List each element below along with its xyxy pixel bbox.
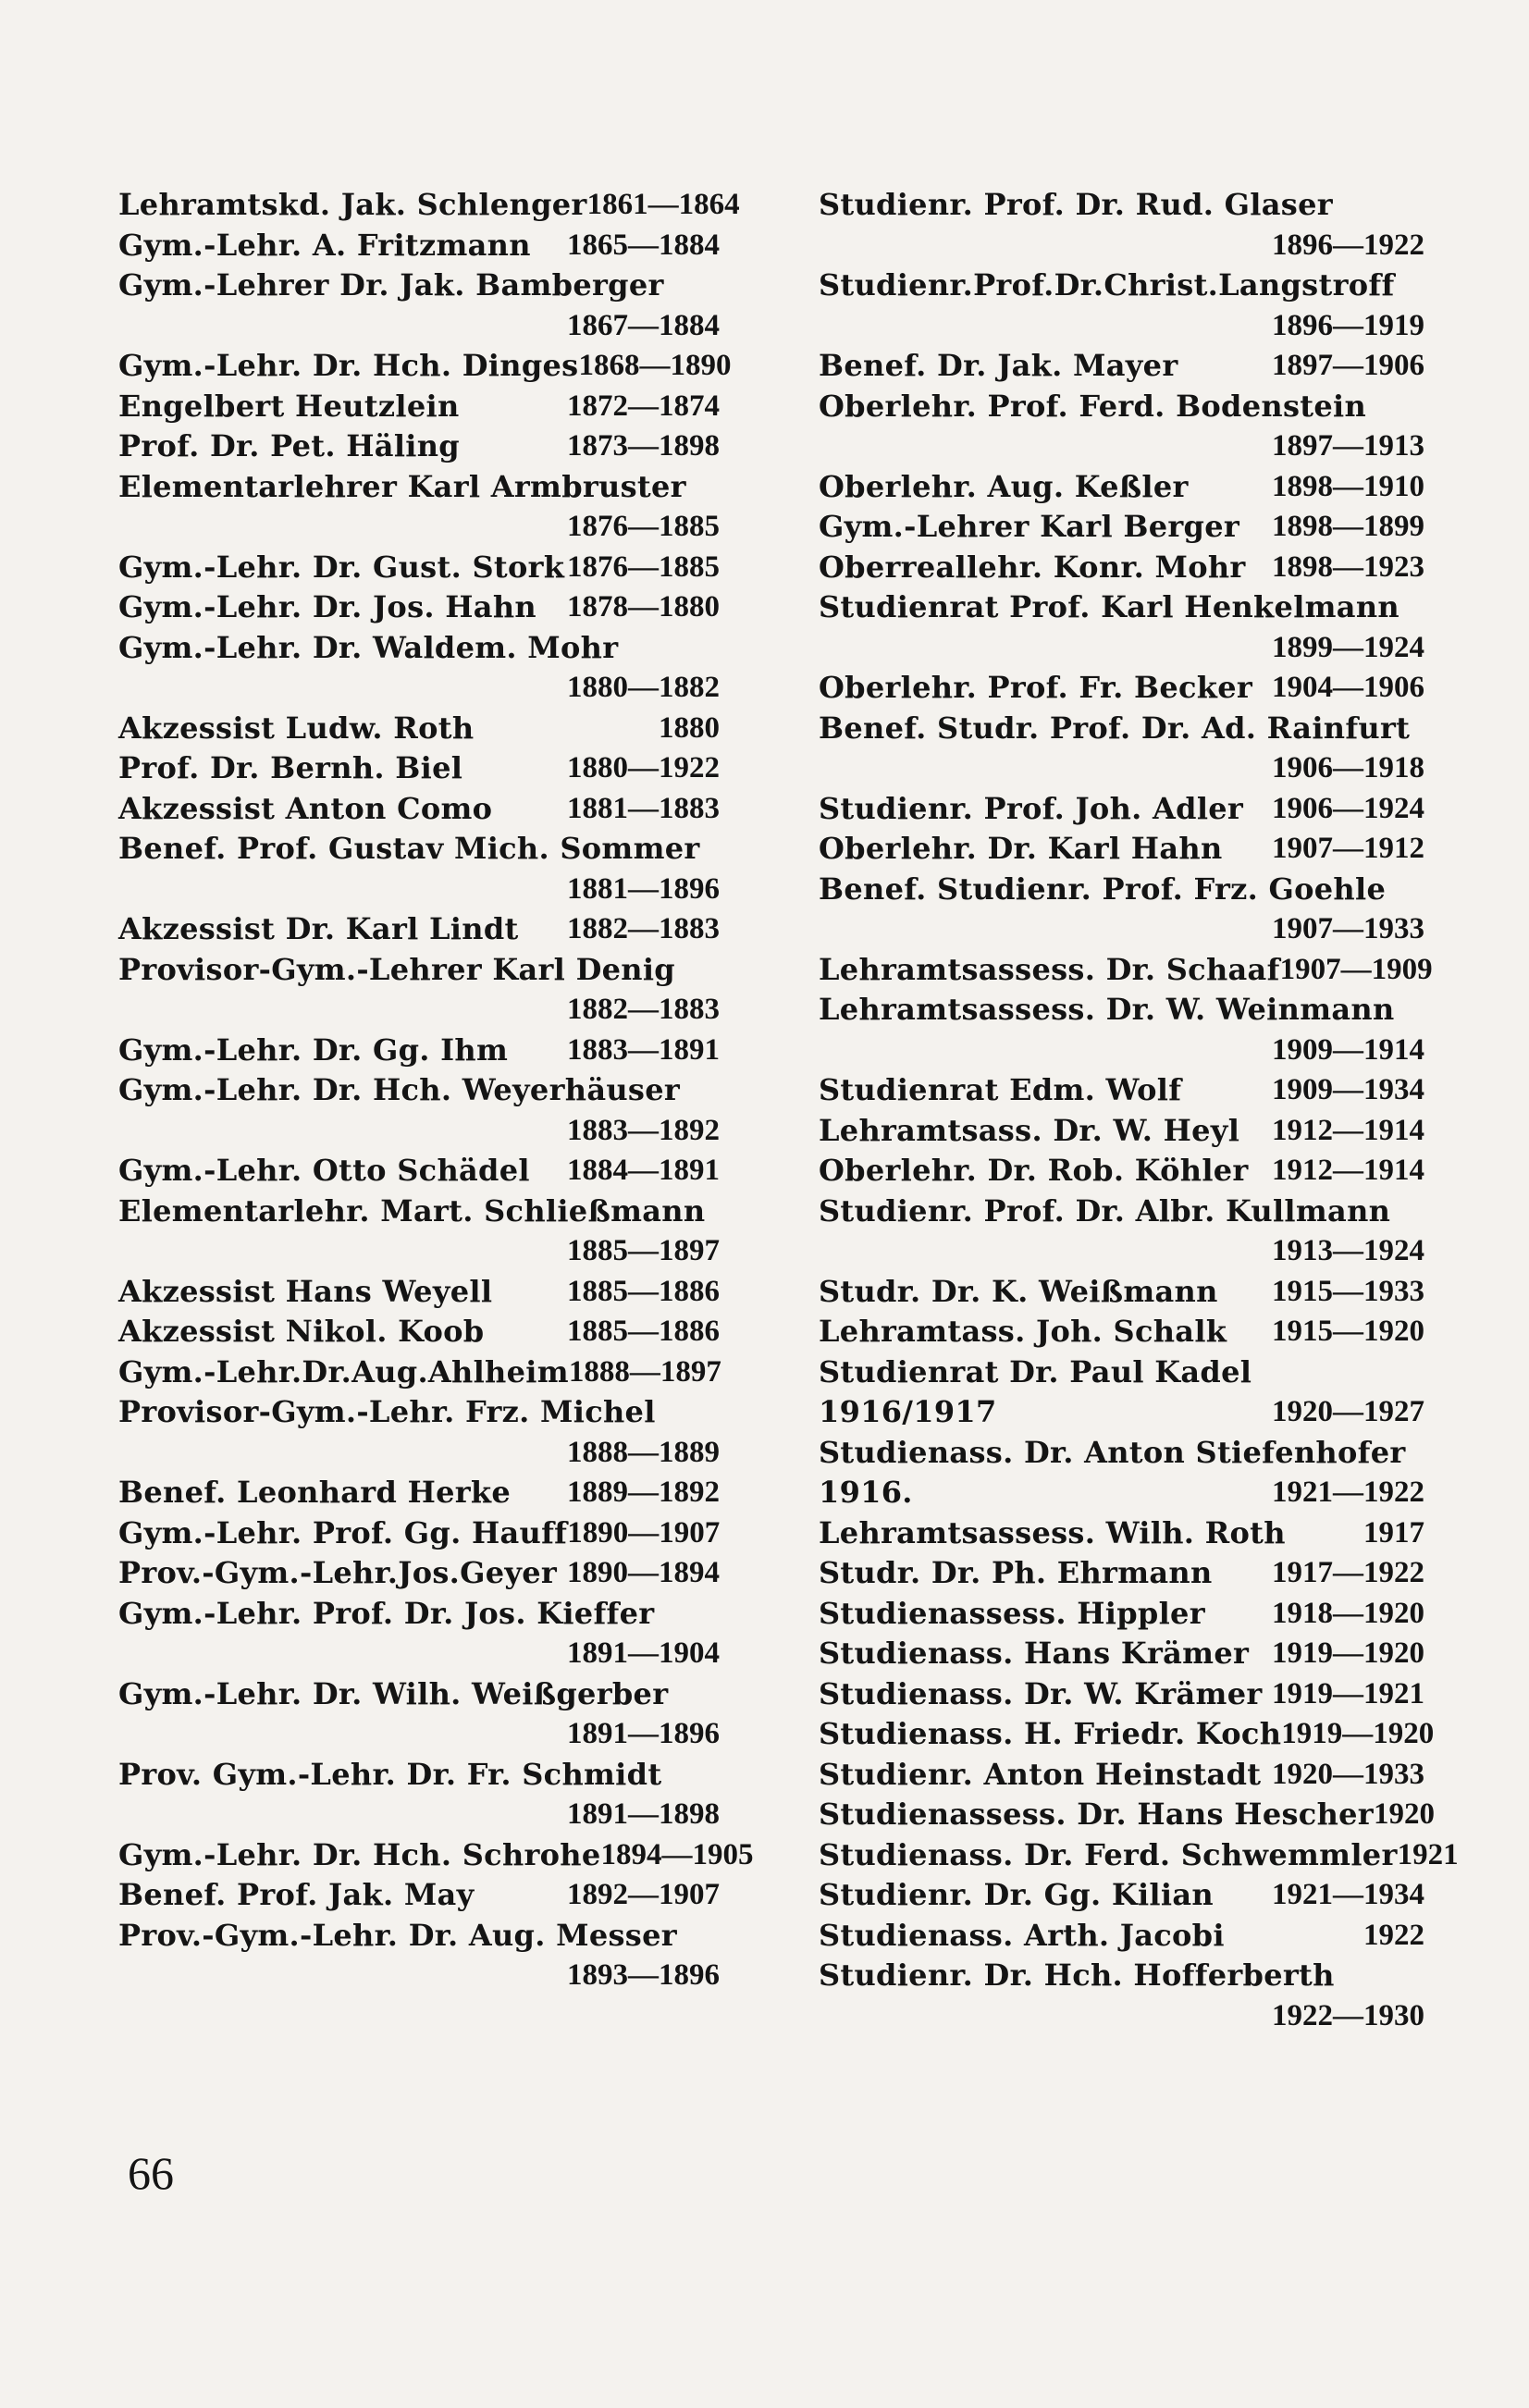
list-item [118, 668, 720, 709]
list-item [118, 265, 720, 306]
list-item [819, 1835, 1459, 1876]
list-item [118, 306, 720, 347]
entry-years: 1867—1884 [567, 308, 720, 342]
entry-name: Elementarlehrer Karl Armbruster [118, 468, 686, 504]
entry-years: 1865—1884 [567, 228, 720, 262]
entry-name: Oberlehr. Dr. Karl Hahn [819, 831, 1223, 866]
entry-years: 1907—1909 [1279, 952, 1433, 986]
entry-years: 1897—1913 [1272, 429, 1424, 463]
entry-years: 1917 [1363, 1515, 1424, 1550]
entry-name: Provisor-Gym.-Lehrer Karl Denig [118, 951, 675, 987]
entry-name: Gym.-Lehr. Dr. Jos. Hahn [118, 589, 536, 624]
entry-name: Oberreallehr. Konr. Mohr [819, 549, 1246, 585]
entry-years: 1893—1896 [567, 1958, 720, 1992]
entry-name: Gym.-Lehr.Dr.Aug.Ahlheim [118, 1353, 569, 1389]
list-item [118, 990, 720, 1031]
entry-years: 1915—1920 [1272, 1315, 1424, 1348]
entry-years: 1885—1886 [567, 1315, 720, 1348]
list-item [118, 1513, 720, 1554]
list-item [819, 1755, 1424, 1796]
list-item [819, 346, 1424, 387]
entry-name: Prov. Gym.-Lehr. Dr. Fr. Schmidt [118, 1756, 662, 1792]
entry-years: 1898—1910 [1272, 469, 1424, 503]
list-item [819, 789, 1424, 830]
entry-name: Benef. Leonhard Herke [118, 1475, 512, 1510]
entry-name: Studienrat Dr. Paul Kadel [819, 1353, 1252, 1389]
entry-years: 1885—1897 [567, 1234, 720, 1267]
list-item [118, 226, 720, 266]
entry-name: Oberlehr. Aug. Keßler [819, 468, 1189, 504]
list-item [819, 548, 1424, 588]
entry-name: Studr. Dr. Ph. Ehrmann [819, 1555, 1213, 1590]
entry-name: Studienassess. Dr. Hans Hescher [819, 1797, 1374, 1832]
list-item [819, 1031, 1424, 1071]
page-number: 66 [128, 2147, 174, 2199]
entry-name: Gym.-Lehrer Karl Berger [819, 509, 1240, 544]
list-item [118, 1031, 720, 1071]
list-item [819, 1070, 1424, 1111]
entry-name: Gym.-Lehr. Dr. Hch. Weyerhäuser [118, 1072, 681, 1107]
list-item [118, 346, 732, 387]
list-item [118, 748, 720, 789]
entry-years: 1888—1889 [567, 1435, 720, 1469]
list-item [819, 1594, 1424, 1635]
entry-name: Elementarlehr. Mart. Schließmann [118, 1192, 706, 1229]
list-item [118, 548, 720, 588]
entry-name: Oberlehr. Prof. Fr. Becker [819, 670, 1253, 705]
entry-years: 1883—1891 [567, 1032, 720, 1067]
entry-years: 1899—1924 [1272, 630, 1424, 664]
entry-name: Oberlehr. Dr. Rob. Köhler [819, 1153, 1249, 1188]
entry-name: Lehramtsassess. Wilh. Roth [819, 1514, 1286, 1550]
entry-name: Gym.-Lehr. Otto Schädel [118, 1153, 530, 1188]
entry-name: Studienr. Anton Heinstadt [819, 1756, 1262, 1792]
entry-name: Benef. Prof. Gustav Mich. Sommer [118, 831, 700, 866]
list-item [819, 668, 1424, 709]
entry-name: Prov.-Gym.-Lehr. Dr. Aug. Messer [118, 1917, 677, 1953]
list-item [819, 870, 1424, 910]
entry-name: Studienr. Prof. Dr. Albr. Kullmann [819, 1192, 1391, 1229]
entry-years: 1876—1885 [567, 510, 720, 543]
entry-name: Studienr. Prof. Dr. Rud. Glaser [819, 187, 1333, 222]
list-item [118, 709, 720, 749]
entry-name: 1916/1917 [819, 1394, 997, 1429]
entry-name: Prof. Dr. Pet. Häling [118, 428, 460, 463]
list-item [118, 426, 720, 467]
entry-years: 1906—1924 [1272, 791, 1424, 825]
entry-years: 1922 [1363, 1918, 1424, 1952]
list-item [819, 306, 1424, 347]
entry-years: 1868—1890 [578, 349, 732, 382]
list-item [819, 1795, 1435, 1835]
list-item [118, 1875, 720, 1916]
list-item [118, 587, 720, 628]
entry-years: 1917—1922 [1272, 1556, 1424, 1589]
list-item [819, 507, 1424, 548]
list-item [118, 1956, 720, 1996]
entry-name: Studienr. Dr. Gg. Kilian [819, 1877, 1214, 1912]
list-item [118, 1111, 720, 1152]
list-item [819, 226, 1424, 266]
entry-years: 1898—1923 [1272, 550, 1424, 584]
list-item [819, 1714, 1435, 1755]
list-item [118, 1916, 720, 1957]
entry-name: Benef. Studienr. Prof. Frz. Goehle [819, 871, 1387, 907]
list-item [118, 507, 720, 548]
entry-name: Gym.-Lehr. A. Fritzmann [118, 227, 531, 263]
entry-years: 1920 [1373, 1797, 1435, 1831]
list-item [118, 909, 720, 950]
list-item [118, 387, 720, 427]
list-item [118, 1433, 720, 1474]
entry-name: Benef. Studr. Prof. Dr. Ad. Rainfurt [819, 710, 1411, 746]
entry-years: 1882—1883 [567, 993, 720, 1026]
list-item [819, 1956, 1424, 1996]
list-item [118, 1674, 720, 1715]
entry-name: Studienass. Arth. Jacobi [819, 1917, 1225, 1953]
list-item [118, 1755, 720, 1796]
list-item [819, 748, 1424, 789]
entry-years: 1896—1919 [1272, 308, 1424, 342]
entry-years: 1891—1898 [567, 1797, 720, 1831]
list-item [819, 628, 1424, 669]
list-item [118, 185, 740, 226]
entry-years: 1884—1891 [567, 1154, 720, 1187]
entry-name: Studr. Dr. K. Weißmann [819, 1273, 1218, 1309]
entry-years: 1876—1885 [567, 550, 720, 584]
entry-name: Akzessist Dr. Karl Lindt [118, 911, 519, 946]
entry-years: 1919—1920 [1272, 1636, 1424, 1670]
list-item [819, 1352, 1424, 1393]
list-item [118, 1312, 720, 1352]
list-item [819, 1312, 1424, 1352]
list-item [819, 1231, 1424, 1272]
list-item [118, 1795, 720, 1835]
list-item [819, 1916, 1424, 1957]
list-item [118, 1594, 720, 1635]
entry-name: Lehramtsassess. Dr. Schaaf [819, 951, 1280, 987]
list-item [819, 1192, 1424, 1232]
entry-years: 1919—1921 [1272, 1676, 1424, 1710]
entry-years: 1915—1933 [1272, 1274, 1424, 1308]
entry-years: 1888—1897 [568, 1354, 721, 1389]
list-item [819, 587, 1424, 628]
entry-years: 1897—1906 [1272, 349, 1424, 382]
entry-years: 1904—1906 [1272, 671, 1424, 704]
entry-years: 1880—1882 [567, 671, 720, 704]
entry-years: 1883—1892 [567, 1113, 720, 1147]
entry-name: Studienr.Prof.Dr.Christ.Langstroff [819, 267, 1395, 303]
list-item [819, 1473, 1424, 1513]
list-item [819, 990, 1424, 1031]
entry-name: Oberlehr. Prof. Ferd. Bodenstein [819, 388, 1367, 424]
list-item [118, 628, 720, 669]
entry-name: Gym.-Lehr. Dr. Hch. Schrohe [118, 1836, 601, 1872]
entry-name: Studienrat Prof. Karl Henkelmann [819, 589, 1400, 624]
list-item [819, 1433, 1424, 1474]
list-item [819, 950, 1433, 991]
list-item [118, 950, 720, 991]
list-item [118, 1070, 720, 1111]
entry-years: 1861—1864 [586, 188, 740, 221]
list-item [819, 1634, 1424, 1674]
entry-name: Akzessist Anton Como [118, 790, 493, 826]
entry-years: 1920—1933 [1272, 1757, 1424, 1791]
list-item [819, 1513, 1424, 1554]
entry-years: 1921 [1397, 1837, 1459, 1871]
entry-name: Gym.-Lehrer Dr. Jak. Bamberger [118, 267, 664, 303]
list-item [118, 789, 720, 830]
list-item [118, 1352, 720, 1393]
list-item [819, 387, 1424, 427]
entry-name: Prof. Dr. Bernh. Biel [118, 750, 463, 785]
entry-name: Benef. Prof. Jak. May [118, 1877, 475, 1912]
entry-years: 1872—1874 [567, 389, 720, 423]
entry-years: 1907—1933 [1272, 912, 1424, 945]
list-item [118, 1151, 720, 1192]
list-item [118, 1473, 720, 1513]
entry-name: Akzessist Ludw. Roth [118, 710, 475, 746]
entry-name: Gym.-Lehr. Dr. Waldem. Mohr [118, 629, 619, 665]
entry-years: 1891—1904 [567, 1636, 720, 1670]
entry-years: 1896—1922 [1272, 228, 1424, 262]
list-item [118, 829, 720, 870]
entry-name: Studienr. Prof. Joh. Adler [819, 790, 1244, 826]
entry-name: Studienass. Dr. Anton Stiefenhofer [819, 1434, 1406, 1470]
entry-name: Lehramtsass. Dr. W. Heyl [819, 1112, 1240, 1148]
list-item [819, 1674, 1424, 1715]
entry-name: Gym.-Lehr. Dr. Gust. Stork [118, 549, 565, 585]
list-item [819, 265, 1424, 306]
right-column [819, 185, 1459, 2036]
list-item [819, 1875, 1424, 1916]
list-item [118, 1714, 720, 1755]
entry-years: 1919—1920 [1281, 1717, 1435, 1750]
entry-years: 1920—1927 [1272, 1395, 1424, 1428]
entry-years: 1885—1886 [567, 1274, 720, 1308]
entry-years: 1907—1912 [1272, 832, 1424, 865]
list-item [819, 1151, 1424, 1192]
entry-name: Gym.-Lehr. Dr. Wilh. Weißgerber [118, 1675, 669, 1711]
entry-years: 1894—1905 [600, 1837, 754, 1871]
list-item [819, 709, 1424, 749]
entry-years: 1873—1898 [567, 429, 720, 463]
list-item [819, 1553, 1424, 1594]
list-item [118, 1553, 720, 1594]
list-item [118, 467, 720, 508]
list-item [819, 829, 1424, 870]
entry-years: 1892—1907 [567, 1878, 720, 1911]
list-item [819, 1272, 1424, 1313]
entry-years: 1880—1922 [567, 751, 720, 784]
left-column [118, 185, 754, 1996]
entry-years: 1889—1892 [567, 1476, 720, 1509]
list-item [819, 909, 1424, 950]
entry-years: 1880 [659, 710, 720, 745]
entry-name: Studienass. Hans Krämer [819, 1636, 1250, 1671]
entry-name: Lehramtass. Joh. Schalk [819, 1314, 1227, 1349]
entry-name: Prov.-Gym.-Lehr.Jos.Geyer [118, 1555, 558, 1590]
list-item [118, 1231, 720, 1272]
entry-name: 1916. [819, 1475, 913, 1510]
entry-name: Gym.-Lehr. Dr. Hch. Dinges [118, 348, 579, 383]
entry-years: 1921—1922 [1272, 1476, 1424, 1509]
list-item [819, 1392, 1424, 1433]
entry-years: 1881—1896 [567, 871, 720, 906]
list-item [118, 1392, 720, 1433]
list-item [118, 1835, 754, 1876]
list-item [819, 1996, 1424, 2037]
entry-years: 1891—1896 [567, 1717, 720, 1750]
entry-years: 1918—1920 [1272, 1596, 1424, 1630]
list-item [118, 1192, 720, 1232]
entry-name: Studienassess. Hippler [819, 1595, 1205, 1631]
entry-name: Gym.-Lehr. Dr. Gg. Ihm [118, 1031, 509, 1068]
entry-name: Studienass. H. Friedr. Koch [819, 1716, 1282, 1751]
entry-years: 1878—1880 [567, 590, 720, 624]
list-item [819, 467, 1424, 508]
entry-name: Gym.-Lehr. Prof. Gg. Hauff [118, 1514, 568, 1550]
entry-years: 1922—1930 [1272, 1998, 1424, 2032]
entry-name: Akzessist Hans Weyell [118, 1273, 493, 1309]
entry-name: Studienass. Dr. Ferd. Schwemmler [819, 1836, 1398, 1872]
list-item [118, 1634, 720, 1674]
entry-name: Akzessist Nikol. Koob [118, 1314, 485, 1349]
list-item [118, 870, 720, 910]
list-item [819, 426, 1424, 467]
entry-years: 1882—1883 [567, 912, 720, 945]
entry-years: 1912—1914 [1272, 1113, 1424, 1147]
entry-years: 1898—1899 [1272, 510, 1424, 543]
entry-name: Studienass. Dr. W. Krämer [819, 1675, 1263, 1711]
entry-name: Studienrat Edm. Wolf [819, 1072, 1182, 1107]
entry-name: Gym.-Lehr. Prof. Dr. Jos. Kieffer [118, 1595, 655, 1631]
entry-years: 1913—1924 [1272, 1234, 1424, 1267]
entry-years: 1921—1934 [1272, 1878, 1424, 1911]
list-item [118, 1272, 720, 1313]
list-item [819, 1111, 1424, 1152]
entry-name: Studienr. Dr. Hch. Hofferberth [819, 1957, 1335, 1993]
list-item [819, 185, 1424, 226]
entry-years: 1890—1907 [567, 1515, 721, 1550]
entry-name: Engelbert Heutzlein [118, 388, 460, 424]
entry-years: 1906—1918 [1272, 751, 1424, 784]
entry-years: 1909—1914 [1272, 1032, 1424, 1067]
entry-name: Benef. Dr. Jak. Mayer [819, 348, 1178, 383]
entry-name: Lehramtsassess. Dr. W. Weinmann [819, 992, 1395, 1027]
entry-name: Provisor-Gym.-Lehr. Frz. Michel [118, 1394, 656, 1429]
entry-years: 1881—1883 [567, 791, 720, 825]
entry-name: Lehramtskd. Jak. Schlenger [118, 187, 587, 222]
entry-years: 1912—1914 [1272, 1154, 1424, 1187]
entry-years: 1890—1894 [567, 1556, 720, 1589]
entry-years: 1909—1934 [1272, 1073, 1424, 1106]
